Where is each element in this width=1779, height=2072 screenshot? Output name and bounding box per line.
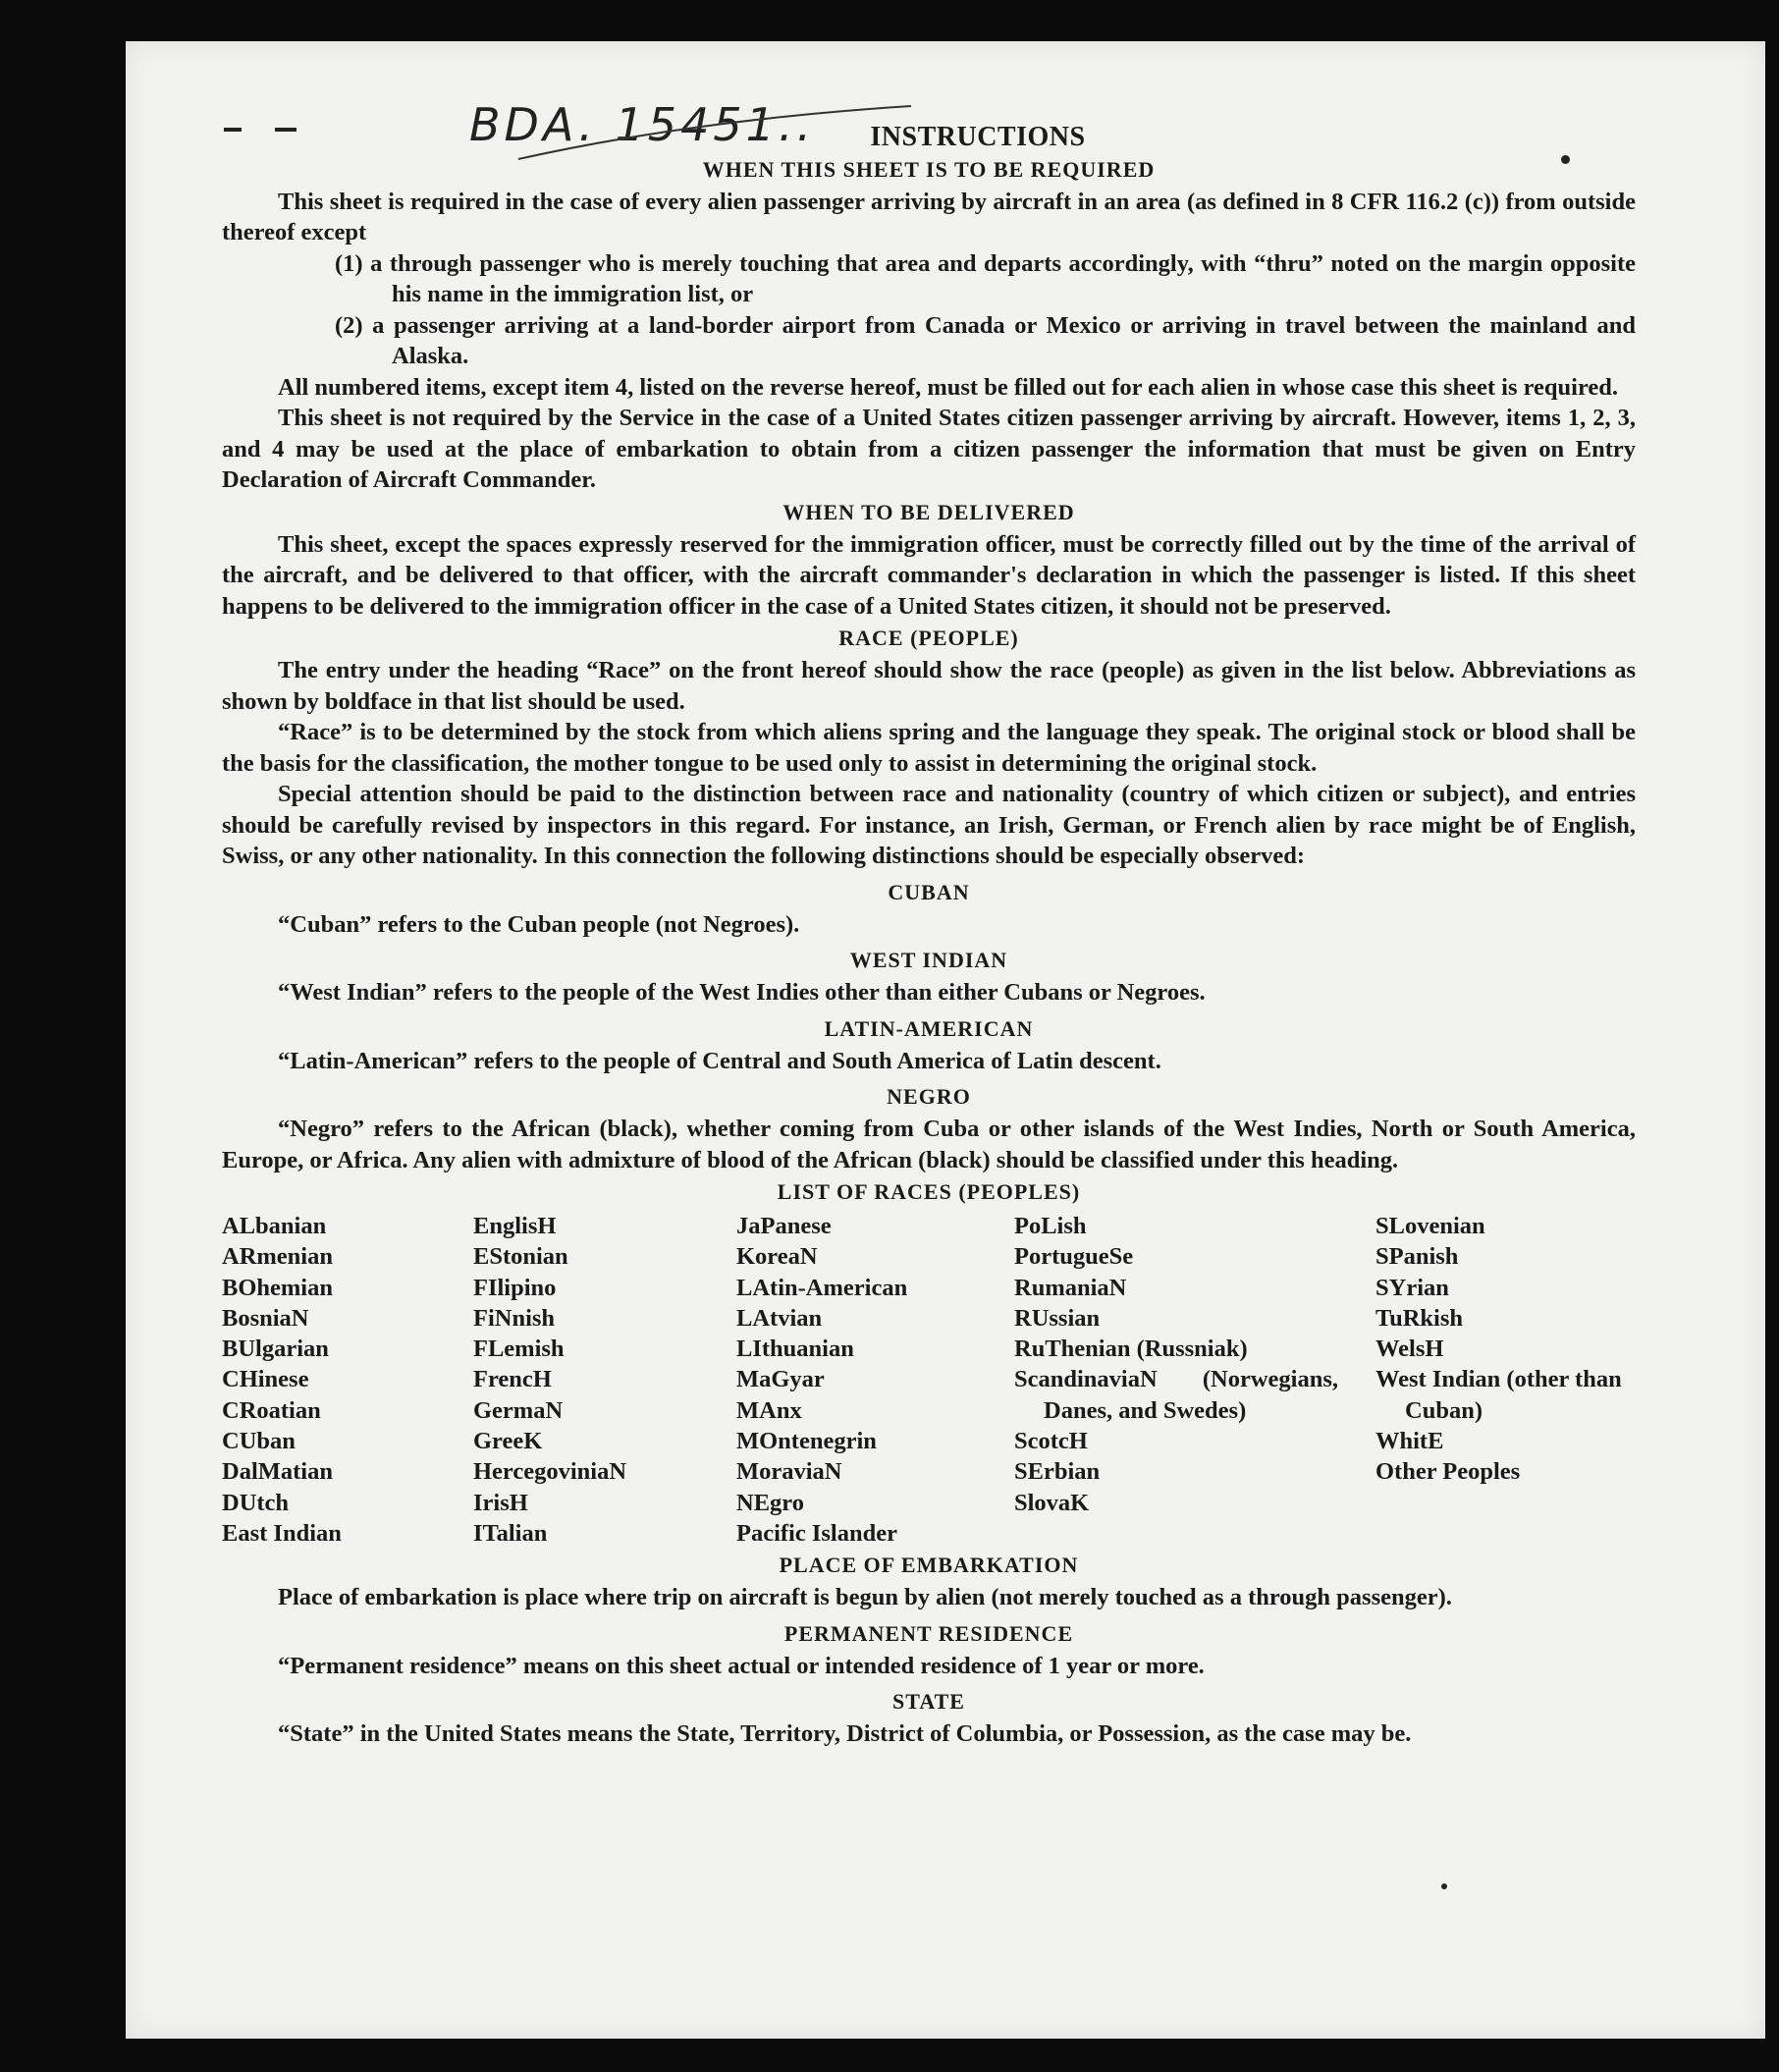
race-item: ScandinaviaN (Norwegians, Danes, and Swedes) [1014,1366,1338,1424]
race-item: LAtvian [736,1304,823,1332]
race-item: MAnx [736,1396,802,1424]
instructions-body [222,122,1636,1750]
paragraph: Place of embarkation is place where trip on aircraft is begun by alien (not merely touched as a through passenger). [278,1584,1452,1611]
race-item: EnglisH [473,1213,557,1239]
race-item: PortugueSe [1014,1243,1134,1271]
race-item: ARmenian [222,1243,333,1271]
race-item: West Indian (other than Cuban) [1375,1366,1622,1424]
section-heading: STATE [892,1689,965,1715]
race-column [1014,1211,1375,1549]
paragraph: “Latin-American” refers to the people of Central and South America of Latin descent. [278,1047,1161,1074]
race-item: EStonian [473,1243,568,1271]
race-item: CHinese [222,1366,309,1393]
race-item: SlovaK [1014,1489,1090,1516]
paragraph: “Permanent residence” means on this sheet actual or intended residence of 1 year or more. [278,1652,1205,1679]
race-item: BOhemian [222,1274,333,1301]
race-item: BUlgarian [222,1336,329,1363]
handwritten-note: BDA. 15451.. [469,98,816,151]
race-item: FIlipino [473,1274,557,1301]
section-heading: LATIN-AMERICAN [824,1015,1034,1041]
race-list [222,1211,1636,1549]
race-item: TuRkish [1375,1304,1464,1332]
race-item: CUban [222,1428,296,1455]
section-heading: CUBAN [888,879,970,904]
race-item: RuThenian (Russniak) [1014,1336,1248,1363]
section-heading: WHEN THIS SHEET IS TO BE REQUIRED [702,156,1156,182]
paragraph: “Negro” refers to the African (black), whether coming from Cuba or other islands of the West Indies, North or South America, Europe, or Africa. Any alien with admixture of blood of the African (black) should be classified under this heading. [222,1116,1636,1173]
race-item: LIthuanian [736,1336,854,1363]
paragraph: This sheet is not required by the Service in the case of a United States citizen passenger arriving by aircraft. However, items 1, 2, 3, and 4 may be used at the place of embarkation to obtain from a citizen passenger the information that must be given on Entry Declaration of Aircraft Commander. [222,405,1636,493]
paragraph: “West Indian” refers to the people of the West Indies other than either Cubans or Negroes. [278,979,1206,1006]
section-heading: PERMANENT RESIDENCE [783,1620,1074,1646]
paragraph: “Race” is to be determined by the stock from which aliens spring and the language they speak. The original stock or blood shall be the basis for the classification, the mother tongue to be used only to assist in determining the original stock. [222,719,1636,777]
page-title: INSTRUCTIONS [870,122,1086,152]
race-item: PoLish [1014,1213,1087,1239]
race-item: SYrian [1375,1274,1449,1301]
race-item: ITalian [473,1519,548,1547]
race-item: WelsH [1375,1336,1444,1363]
section-heading: WHEN TO BE DELIVERED [782,499,1075,524]
race-item: Pacific Islander [736,1519,897,1547]
race-column [736,1211,1014,1549]
race-item: KoreaN [736,1243,818,1271]
paragraph: This sheet, except the spaces expressly reserved for the immigration officer, must be correctly filled out by the time of the arrival of the aircraft, and be delivered to that officer, with the aircraft commander's declaration in which the passenger is listed. If this sheet happens to be delivered to the immigration officer in the case of a United States citizen, it should not be preserved. [222,530,1636,620]
race-item: SLovenian [1375,1213,1485,1239]
race-item: MOntenegrin [736,1428,877,1455]
race-item: RUssian [1014,1304,1101,1332]
list-item: (1) a through passenger who is merely touching that area and departs accordingly, with “thru” noted on the margin opposite his name in the immigration list, or [335,249,1636,307]
section-heading: RACE (PEOPLE) [838,626,1019,650]
race-item: JaPanese [736,1213,832,1239]
race-item: IrisH [473,1489,528,1516]
race-item: FrencH [473,1366,552,1393]
race-item: GermaN [473,1396,564,1424]
race-item: CRoatian [222,1396,321,1424]
list-item: (2) a passenger arriving at a land-border airport from Canada or Mexico or arriving in travel between the mainland and Alaska. [335,311,1636,369]
section-heading: LIST OF RACES (PEOPLES) [777,1179,1081,1204]
race-column [1375,1211,1636,1549]
paragraph: “State” in the United States means the State, Territory, District of Columbia, or Possession, as the case may be. [278,1720,1412,1748]
paragraph: “Cuban” refers to the Cuban people (not Negroes). [278,910,800,938]
race-item: Other Peoples [1375,1458,1521,1486]
race-item: FLemish [473,1336,565,1363]
race-item: BosniaN [222,1304,309,1332]
race-item: LAtin-American [736,1274,908,1301]
race-item: RumaniaN [1014,1274,1127,1301]
race-item: HercegoviniaN [473,1458,627,1486]
section-heading: PLACE OF EMBARKATION [779,1553,1079,1578]
race-item: MaGyar [736,1366,825,1393]
section-heading: NEGRO [887,1084,971,1109]
race-item: SErbian [1014,1458,1101,1486]
race-item: ScotcH [1014,1428,1088,1455]
race-item: FiNnish [473,1304,556,1332]
race-item: NEgro [736,1489,804,1516]
section-heading: WEST INDIAN [849,948,1008,972]
race-item: SPanish [1375,1243,1459,1271]
paragraph: This sheet is required in the case of every alien passenger arriving by aircraft in an area (as defined in 8 CFR 116.2 (c)) from outside thereof except [222,188,1636,245]
race-item: MoraviaN [736,1458,842,1486]
race-item: DalMatian [222,1458,333,1486]
paragraph: All numbered items, except item 4, listed on the reverse hereof, must be filled out for each alien in whose case this sheet is required. [278,373,1619,401]
speck [1441,1883,1447,1889]
race-item: WhitE [1375,1428,1444,1455]
race-item: ALbanian [222,1213,327,1239]
paragraph: The entry under the heading “Race” on the front hereof should show the race (people) as given in the list below. Abbreviations as shown by boldface in that list should be used. [222,657,1636,715]
race-item: GreeK [473,1428,543,1455]
race-column [473,1211,736,1549]
race-column [222,1211,473,1549]
race-item: DUtch [222,1489,290,1516]
paragraph: Special attention should be paid to the distinction between race and nationality (country of which citizen or subject), and entries should be carefully revised by inspectors in this regard. For instance, an Irish, German, or French alien by race might be of English, Swiss, or any other nationality. In this connection the following distinctions should be especially observed: [222,781,1636,869]
document-sheet [126,41,1765,2039]
race-item: East Indian [222,1519,342,1547]
